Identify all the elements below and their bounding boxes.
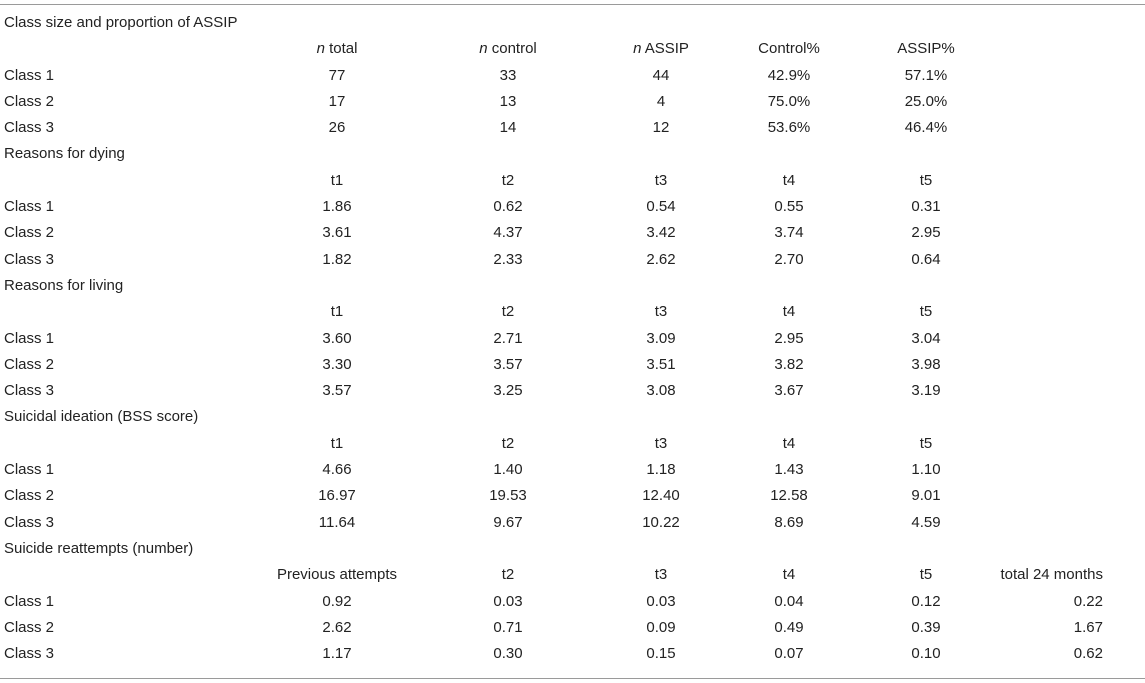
table-cell: 1.67: [1073, 618, 1103, 636]
section-title: Reasons for dying: [4, 145, 125, 163]
column-header: t4: [782, 171, 796, 189]
column-header: ASSIP%: [897, 40, 955, 58]
table-cell: 3.74: [774, 224, 804, 242]
table-cell: 3.51: [646, 355, 676, 373]
table-cell: 12.58: [770, 487, 808, 505]
row-label: Class 2: [4, 487, 55, 505]
column-header-row: [0, 562, 1145, 588]
table-cell: 19.53: [489, 487, 527, 505]
table-cell: 26: [328, 119, 346, 137]
table-cell: 2.33: [493, 250, 523, 268]
column-header: t4: [782, 303, 796, 321]
column-header: t3: [654, 171, 668, 189]
table-cell: 0.49: [774, 618, 804, 636]
table-cell: 3.19: [911, 382, 941, 400]
table-cell: 0.54: [646, 198, 676, 216]
column-header-row: [0, 168, 1145, 194]
table-cell: 0.62: [493, 198, 523, 216]
table-cell: 3.60: [322, 329, 352, 347]
table-cell: 1.17: [322, 645, 352, 663]
column-header: n control: [479, 40, 537, 58]
table-cell: 3.57: [493, 355, 523, 373]
row-label: Class 1: [4, 329, 55, 347]
table-row: [0, 63, 1145, 89]
table-row: [0, 483, 1145, 509]
table-row: [0, 89, 1145, 115]
table-cell: 10.22: [642, 513, 680, 531]
table-cell: 4.59: [911, 513, 941, 531]
column-header: n total: [316, 40, 358, 58]
table-cell: 25.0%: [904, 92, 948, 110]
column-header: t5: [919, 434, 933, 452]
table-cell: 3.67: [774, 382, 804, 400]
column-header: t4: [782, 566, 796, 584]
table-cell: 4: [656, 92, 666, 110]
table-cell: 9.67: [493, 513, 523, 531]
table-cell: 13: [499, 92, 517, 110]
table-cell: 3.98: [911, 355, 941, 373]
column-header: total 24 months: [1000, 566, 1103, 584]
table-cell: 1.10: [911, 461, 941, 479]
table-cell: 0.71: [493, 618, 523, 636]
row-label: Class 3: [4, 250, 55, 268]
section-title-row: [0, 536, 1145, 562]
table-cell: 2.62: [322, 618, 352, 636]
section-title: Reasons for living: [4, 276, 124, 294]
table-row: [0, 115, 1145, 141]
row-label: Class 3: [4, 119, 55, 137]
table-cell: 44: [652, 66, 670, 84]
table-cell: 3.08: [646, 382, 676, 400]
table-row: [0, 194, 1145, 220]
table-cell: 0.10: [911, 645, 941, 663]
table-cell: 3.82: [774, 355, 804, 373]
table-row: [0, 510, 1145, 536]
table-cell: 75.0%: [767, 92, 811, 110]
table-cell: 16.97: [318, 487, 356, 505]
table-cell: 1.18: [646, 461, 676, 479]
table-cell: 0.07: [774, 645, 804, 663]
column-header-row: [0, 431, 1145, 457]
table-row: [0, 378, 1145, 404]
section-title: Suicide reattempts (number): [4, 539, 194, 557]
column-header: t2: [501, 566, 515, 584]
table-cell: 0.12: [911, 592, 941, 610]
column-header: t1: [330, 303, 344, 321]
column-header-row: [0, 36, 1145, 62]
table-cell: 3.25: [493, 382, 523, 400]
table-cell: 0.64: [911, 250, 941, 268]
row-label: Class 2: [4, 618, 55, 636]
table-row: [0, 247, 1145, 273]
table-cell: 8.69: [774, 513, 804, 531]
table-cell: 2.95: [911, 224, 941, 242]
table-row: [0, 326, 1145, 352]
table-cell: 2.95: [774, 329, 804, 347]
row-label: Class 3: [4, 645, 55, 663]
row-label: Class 3: [4, 513, 55, 531]
table-cell: 57.1%: [904, 66, 948, 84]
table-cell: 3.61: [322, 224, 352, 242]
table-cell: 4.66: [322, 461, 352, 479]
row-label: Class 3: [4, 382, 55, 400]
table-cell: 1.40: [493, 461, 523, 479]
column-header: t4: [782, 434, 796, 452]
table-row: [0, 615, 1145, 641]
column-header: t2: [501, 434, 515, 452]
column-header: t2: [501, 303, 515, 321]
column-header: t3: [654, 566, 668, 584]
row-label: Class 2: [4, 224, 55, 242]
column-header-row: [0, 299, 1145, 325]
column-header: n ASSIP: [633, 40, 689, 58]
column-header: t5: [919, 303, 933, 321]
table-cell: 2.70: [774, 250, 804, 268]
table-cell: 0.03: [646, 592, 676, 610]
table-cell: 3.57: [322, 382, 352, 400]
row-label: Class 1: [4, 592, 55, 610]
table-cell: 3.09: [646, 329, 676, 347]
table-cell: 9.01: [911, 487, 941, 505]
section-title-row: [0, 404, 1145, 430]
column-header: Previous attempts: [276, 566, 398, 584]
table-cell: 2.71: [493, 329, 523, 347]
table-cell: 0.04: [774, 592, 804, 610]
table-bottom-rule: [0, 678, 1145, 679]
section-title-row: [0, 141, 1145, 167]
table-top-rule: [0, 4, 1145, 5]
table-row: [0, 589, 1145, 615]
table-cell: 0.31: [911, 198, 941, 216]
table-cell: 0.03: [493, 592, 523, 610]
table-cell: 14: [499, 119, 517, 137]
table-cell: 0.15: [646, 645, 676, 663]
table-cell: 11.64: [318, 513, 356, 531]
section-title: Suicidal ideation (BSS score): [4, 408, 199, 426]
table-cell: 3.30: [322, 355, 352, 373]
section-title-row: [0, 10, 1145, 36]
table-cell: 12.40: [642, 487, 680, 505]
table-cell: 33: [499, 66, 517, 84]
results-table: [0, 10, 1145, 667]
table-cell: 0.09: [646, 618, 676, 636]
table-cell: 1.82: [322, 250, 352, 268]
section-title: Class size and proportion of ASSIP: [4, 14, 238, 31]
section-title-row: [0, 273, 1145, 299]
row-label: Class 1: [4, 198, 55, 216]
column-header: t2: [501, 171, 515, 189]
table-cell: 0.30: [493, 645, 523, 663]
table-cell: 0.62: [1073, 645, 1103, 663]
table-cell: 42.9%: [767, 66, 811, 84]
table-cell: 2.62: [646, 250, 676, 268]
column-header: t3: [654, 303, 668, 321]
table-row: [0, 457, 1145, 483]
table-cell: 3.04: [911, 329, 941, 347]
row-label: Class 1: [4, 461, 55, 479]
column-header: t5: [919, 566, 933, 584]
table-cell: 12: [652, 119, 670, 137]
row-label: Class 1: [4, 66, 55, 84]
table-cell: 0.22: [1073, 592, 1103, 610]
column-header: Control%: [758, 40, 820, 58]
table-row: [0, 220, 1145, 246]
table-cell: 46.4%: [904, 119, 948, 137]
table-cell: 3.42: [646, 224, 676, 242]
table-cell: 0.55: [774, 198, 804, 216]
row-label: Class 2: [4, 355, 55, 373]
table-row: [0, 641, 1145, 667]
table-cell: 4.37: [493, 224, 523, 242]
column-header: t3: [654, 434, 668, 452]
row-label: Class 2: [4, 92, 55, 110]
table-cell: 1.86: [322, 198, 352, 216]
table-cell: 77: [328, 66, 346, 84]
table-cell: 17: [328, 92, 346, 110]
column-header: t5: [919, 171, 933, 189]
table-cell: 0.92: [322, 592, 352, 610]
table-cell: 1.43: [774, 461, 804, 479]
table-cell: 53.6%: [767, 119, 811, 137]
table-row: [0, 352, 1145, 378]
table-cell: 0.39: [911, 618, 941, 636]
column-header: t1: [330, 171, 344, 189]
column-header: t1: [330, 434, 344, 452]
